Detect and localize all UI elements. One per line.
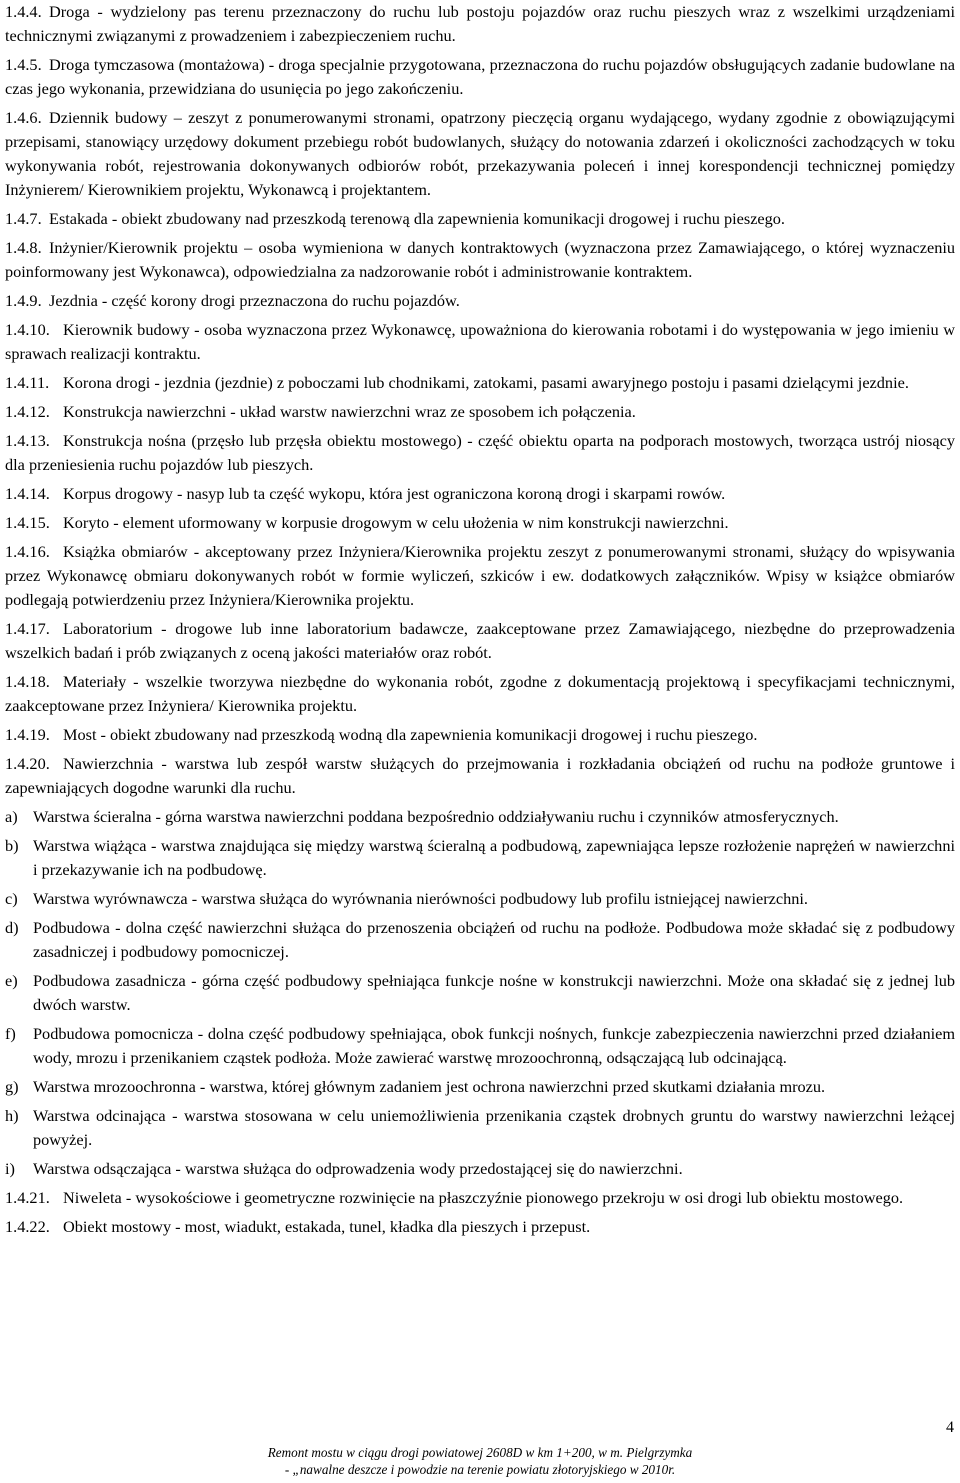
definition-text: Estakada - obiekt zbudowany nad przeszkodą terenową dla zapewnienia komunikacji drogowej i ruchu pieszego.: [49, 209, 786, 228]
sublist-label: g): [5, 1077, 19, 1096]
sublist-item: [5, 805, 955, 829]
definition-text: Most - obiekt zbudowany nad przeszkodą wodną dla zapewnienia komunikacji drogowej i ruchu pieszego.: [63, 725, 758, 744]
definition-number: 1.4.17.: [5, 619, 50, 638]
definition-number: 1.4.4.: [5, 2, 42, 21]
definition-text: Korona drogi - jezdnia (jezdnie) z poboczami lub chodnikami, zatokami, pasami awaryjnego postoju i pasami dzielącymi jezdnie.: [63, 373, 909, 392]
definition-text: Droga - wydzielony pas terenu przeznaczony do ruchu lub postoju pojazdów oraz ruchu pieszych wraz z wszelkimi urządzeniami technicznymi związanymi z prowadzeniem i zabezpieczeniem ruchu.: [5, 2, 955, 45]
definition-1-4-21: [5, 1186, 955, 1210]
definition-1-4-16: [5, 540, 955, 612]
definition-1-4-19: [5, 723, 955, 747]
definition-number: 1.4.20.: [5, 754, 50, 773]
definition-number: 1.4.10.: [5, 320, 50, 339]
definition-1-4-8: [5, 236, 955, 284]
page-footer: [0, 1444, 960, 1478]
definition-text: Koryto - element uformowany w korpusie drogowym w celu ułożenia w nim konstrukcji nawierzchni.: [63, 513, 729, 532]
definition-number: 1.4.7.: [5, 209, 42, 228]
sublist-item: [5, 916, 955, 964]
surface-layers-sublist: [5, 805, 955, 1181]
definition-text: Korpus drogowy - nasyp lub ta część wykopu, która jest ograniczona koroną drogi i skarpami rowów.: [63, 484, 726, 503]
sublist-text: Warstwa wiążąca - warstwa znajdująca się między warstwą ścieralną a podbudową, zapewniająca lepsze rozłożenie naprężeń w nawierzchni i przekazywanie ich na podbudowę.: [33, 836, 955, 879]
sublist-label: i): [5, 1159, 15, 1178]
sublist-item: [5, 1104, 955, 1152]
definition-text: Inżynier/Kierownik projektu – osoba wymieniona w danych kontraktowych (wyznaczona przez Zamawiającego, o której wyznaczeniu poinformowany jest Wykonawca), odpowiedzialna za nadzorowanie robót i administrowanie kontraktem.: [5, 238, 955, 281]
definition-number: 1.4.18.: [5, 672, 50, 691]
definition-1-4-17: [5, 617, 955, 665]
footer-line-2: - „nawalne deszcze i powodzie na terenie powiatu złotoryjskiego w 2010r.: [284, 1462, 676, 1477]
definition-1-4-15: [5, 511, 955, 535]
sublist-item: [5, 1157, 955, 1181]
definition-text: Konstrukcja nawierzchni - układ warstw nawierzchni wraz ze sposobem ich połączenia.: [63, 402, 636, 421]
document-page: [5, 0, 955, 1244]
definitions-list: [5, 0, 955, 800]
definition-1-4-7: [5, 207, 955, 231]
definition-1-4-11: [5, 371, 955, 395]
definition-text: Niweleta - wysokościowe i geometryczne rozwinięcie na płaszczyźnie pionowego przekroju w osi drogi lub obiektu mostowego.: [63, 1188, 904, 1207]
definition-number: 1.4.9.: [5, 291, 42, 310]
definition-1-4-6: [5, 106, 955, 202]
footer-line-1: Remont mostu w ciągu drogi powiatowej 2608D w km 1+200, w m. Pielgrzymka: [267, 1445, 693, 1460]
definition-number: 1.4.11.: [5, 373, 50, 392]
definition-text: Droga tymczasowa (montażowa) - droga specjalnie przygotowana, przeznaczona do ruchu pojazdów obsługujących zadanie budowlane na czas jego wykonania, przewidziana do usunięcia po jego zakończeniu.: [5, 55, 955, 98]
definition-text: Konstrukcja nośna (przęsło lub przęsła obiektu mostowego) - część obiektu oparta na podporach mostowych, tworząca ustrój niosący dla przeniesienia ruchu pojazdów lub pieszych.: [5, 431, 955, 474]
sublist-label: c): [5, 889, 18, 908]
definition-number: 1.4.21.: [5, 1188, 50, 1207]
definition-1-4-18: [5, 670, 955, 718]
definition-number: 1.4.6.: [5, 108, 42, 127]
sublist-text: Warstwa odsączająca - warstwa służąca do odprowadzenia wody przedostającej się do nawierzchni.: [33, 1159, 683, 1178]
sublist-item: [5, 1075, 955, 1099]
definition-1-4-14: [5, 482, 955, 506]
definition-text: Dziennik budowy – zeszyt z ponumerowanymi stronami, opatrzony pieczęcią organu wydającego, wydany zgodnie z obowiązującymi przepisami, stanowiący urzędowy dokument przebiegu robót budowlanych, służący do notowania zdarzeń i okoliczności zachodzących w toku wykonywania robót, rejestrowania dokonywanych odbiorów robót, przekazywania poleceń i innej korespondencji technicznej pomiędzy Inżynierem/ Kierownikiem projektu, Wykonawcą i projektantem.: [5, 108, 955, 199]
definition-1-4-10: [5, 318, 955, 366]
definition-1-4-22: [5, 1215, 955, 1239]
definition-1-4-4: [5, 0, 955, 48]
definition-text: Kierownik budowy - osoba wyznaczona przez Wykonawcę, upoważniona do kierowania robotami i do występowania w jego imieniu w sprawach realizacji kontraktu.: [5, 320, 955, 363]
definition-text: Materiały - wszelkie tworzywa niezbędne do wykonania robót, zgodne z dokumentacją projektową i specyfikacjami technicznymi, zaakceptowane przez Inżyniera/ Kierownika projektu.: [5, 672, 955, 715]
sublist-text: Warstwa wyrównawcza - warstwa służąca do wyrównania nierówności podbudowy lub profilu istniejącej nawierzchni.: [33, 889, 808, 908]
definition-number: 1.4.8.: [5, 238, 42, 257]
definition-1-4-13: [5, 429, 955, 477]
sublist-label: a): [5, 807, 18, 826]
definition-number: 1.4.5.: [5, 55, 42, 74]
definition-text: Obiekt mostowy - most, wiadukt, estakada, tunel, kładka dla pieszych i przepust.: [63, 1217, 591, 1236]
sublist-text: Podbudowa pomocnicza - dolna część podbudowy spełniająca, obok funkcji nośnych, funkcje zabezpieczenia nawierzchni przed działaniem wody, mrozu i przenikaniem cząstek podłoża. Może zawierać warstwę mrozoochronną, odsączającą lub odcinającą.: [33, 1024, 955, 1067]
definition-number: 1.4.12.: [5, 402, 50, 421]
definition-number: 1.4.14.: [5, 484, 50, 503]
definition-number: 1.4.22.: [5, 1217, 50, 1236]
sublist-item: [5, 887, 955, 911]
sublist-text: Warstwa ścieralna - górna warstwa nawierzchni poddana bezpośrednio oddziaływaniu ruchu i czynników atmosferycznych.: [33, 807, 839, 826]
definition-text: Książka obmiarów - akceptowany przez Inżyniera/Kierownika projektu zeszyt z ponumerowanymi stronami, służący do wpisywania przez Wykonawcę obmiaru dokonywanych robót w formie wyliczeń, szkiców i ew. dodatkowych załączników. Wpisy w książce obmiarów podlegają potwierdzeniu przez Inżyniera/Kierownika projektu.: [5, 542, 955, 609]
definition-text: Nawierzchnia - warstwa lub zespół warstw służących do przejmowania i rozkładania obciążeń od ruchu na podłoże gruntowe i zapewniających dogodne warunki dla ruchu.: [5, 754, 955, 797]
sublist-item: [5, 969, 955, 1017]
definition-number: 1.4.19.: [5, 725, 50, 744]
definition-number: 1.4.16.: [5, 542, 50, 561]
definition-text: Laboratorium - drogowe lub inne laboratorium badawcze, zaakceptowane przez Zamawiającego, niezbędne do przeprowadzenia wszelkich badań i prób związanych z oceną jakości materiałów oraz robót.: [5, 619, 955, 662]
sublist-text: Warstwa mrozoochronna - warstwa, której głównym zadaniem jest ochrona nawierzchni przed skutkami działania mrozu.: [33, 1077, 826, 1096]
sublist-label: h): [5, 1106, 19, 1125]
page-number: 4: [946, 1419, 954, 1436]
sublist-text: Podbudowa - dolna część nawierzchni służąca do przenoszenia obciążeń od ruchu na podłoże. Podbudowa może składać się z podbudowy zasadniczej i podbudowy pomocniczej.: [33, 918, 955, 961]
sublist-label: b): [5, 836, 19, 855]
definition-number: 1.4.13.: [5, 431, 50, 450]
sublist-item: [5, 1022, 955, 1070]
definition-number: 1.4.15.: [5, 513, 50, 532]
sublist-label: e): [5, 971, 18, 990]
definitions-list-continued: [5, 1186, 955, 1239]
definition-1-4-12: [5, 400, 955, 424]
definition-1-4-5: [5, 53, 955, 101]
sublist-text: Podbudowa zasadnicza - górna część podbudowy spełniająca funkcje nośne w konstrukcji nawierzchni. Może ona składać się z jednej lub dwóch warstw.: [33, 971, 955, 1014]
sublist-label: f): [5, 1024, 16, 1043]
sublist-label: d): [5, 918, 19, 937]
sublist-text: Warstwa odcinająca - warstwa stosowana w celu uniemożliwienia przenikania cząstek drobnych gruntu do warstwy nawierzchni leżącej powyżej.: [33, 1106, 955, 1149]
sublist-item: [5, 834, 955, 882]
definition-text: Jezdnia - część korony drogi przeznaczona do ruchu pojazdów.: [49, 291, 460, 310]
definition-1-4-9: [5, 289, 955, 313]
definition-1-4-20: [5, 752, 955, 800]
